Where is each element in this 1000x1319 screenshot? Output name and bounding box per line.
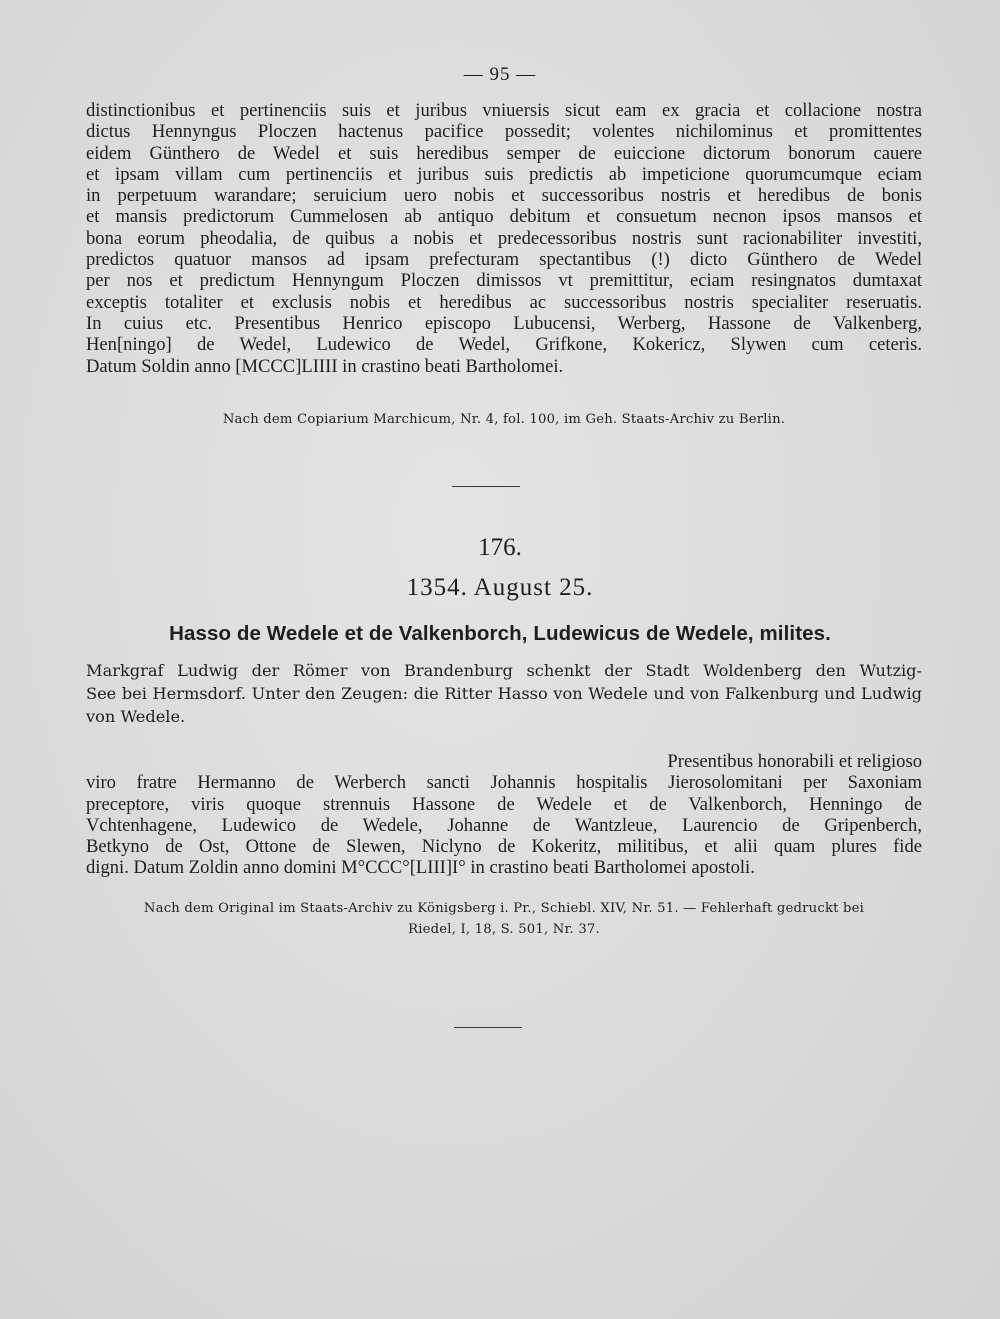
text-line: per nos et predictum Hennyngum Ploczen dimissos vt premittitur, eciam resingnatos dumtaxat bbox=[86, 270, 922, 292]
text-line: eidem Günthero de Wedel et suis heredibus semper de euiccione dictorum bonorum cauere bbox=[86, 142, 922, 164]
text-line: dictus Hennyngus Ploczen hactenus pacifice possedit; volentes nichilominus et promittentes bbox=[86, 121, 922, 143]
source-note bbox=[86, 898, 922, 940]
text-line: bona eorum pheodalia, de quibus a nobis et predecessoribus nostris sunt racionabiliter investiti, bbox=[86, 227, 922, 249]
document-summary bbox=[86, 659, 922, 728]
text-line: Betkyno de Ost, Ottone de Slewen, Niclyno de Kokeritz, militibus, et alii quam plures fide bbox=[86, 836, 922, 858]
text-line: in perpetuum warandare; seruicium uero nobis et successoribus nostris et heredibus de bonis bbox=[86, 185, 922, 207]
text-line: Datum Soldin anno [MCCC]LIIII in crastino beati Bartholomei. bbox=[86, 355, 564, 377]
source-line: Riedel, I, 18, S. 501, Nr. 37. bbox=[408, 922, 600, 937]
section-divider bbox=[452, 486, 520, 487]
previous-document-text bbox=[86, 100, 922, 377]
document-title: Hasso de Wedele et de Valkenborch, Ludewicus de Wedele, milites. bbox=[169, 622, 831, 645]
text-line: exceptis totaliter et exclusis nobis et heredibus ac successoribus nostris specialiter reseruatis. bbox=[86, 291, 922, 313]
document-paragraph bbox=[86, 751, 922, 879]
text-line: digni. Datum Zoldin anno domini M°CCC°[LIII]I° in crastino beati Bartholomei apostoli. bbox=[86, 857, 755, 879]
text-line: Hen[ningo] de Wedel, Ludewico de Wedel, Grifkone, Kokericz, Slywen cum ceteris. bbox=[86, 334, 922, 356]
text-line: In cuius etc. Presentibus Henrico episcopo Lubucensi, Werberg, Hassone de Valkenberg, bbox=[86, 312, 922, 334]
text-line: et mansis predictorum Cummelosen ab antiquo debitum et consuetum necnon ipsos mansos et bbox=[86, 206, 922, 228]
text-line: preceptore, viris quoque strennuis Hassone de Wedele et de Valkenborch, Henningo de bbox=[86, 793, 922, 815]
document-number: 176. bbox=[478, 534, 522, 561]
text-line: et ipsam villam cum pertinenciis et juribus suis predictis ab impeticione quorumcumque eciam bbox=[86, 163, 922, 185]
summary-line: Markgraf Ludwig der Römer von Brandenburg schenkt der Stadt Woldenberg den Wutzig- bbox=[86, 661, 922, 680]
document-text bbox=[86, 751, 922, 879]
previous-document-source bbox=[86, 412, 922, 427]
section-divider bbox=[454, 1027, 522, 1028]
document-source bbox=[86, 898, 922, 940]
document-date: 1354. August 25. bbox=[406, 574, 594, 601]
text-line: predictos quatuor mansos ad ipsam prefecturam spectantibus (!) dicto Günthero de Wedel bbox=[86, 249, 922, 271]
text-line: Vchtenhagene, Ludewico de Wedele, Johanne de Wantzleue, Laurencio de Gripenberch, bbox=[86, 814, 922, 836]
summary-line: See bei Hermsdorf. Unter den Zeugen: die Ritter Hasso von Wedele und von Falkenburg und Ludwig bbox=[86, 684, 922, 703]
summary-paragraph bbox=[86, 659, 922, 728]
previous-document-paragraph bbox=[86, 100, 922, 377]
summary-line: von Wedele. bbox=[86, 707, 186, 726]
text-line: Presentibus honorabili et religioso bbox=[667, 751, 922, 772]
text-line: viro fratre Hermanno de Werberch sancti Johannis hospitalis Jierosolomitani per Saxoniam bbox=[86, 772, 922, 794]
page-number: — 95 — bbox=[463, 64, 537, 85]
text-line: distinctionibus et pertinenciis suis et juribus vniuersis sicut eam ex gracia et collacione nostra bbox=[86, 100, 922, 121]
source-note: Nach dem Copiarium Marchicum, Nr. 4, fol. 100, im Geh. Staats-Archiv zu Berlin. bbox=[222, 412, 786, 427]
source-line: Nach dem Original im Staats-Archiv zu Königsberg i. Pr., Schiebl. XIV, Nr. 51. — Fehlerhaft gedruckt bei bbox=[143, 901, 865, 916]
